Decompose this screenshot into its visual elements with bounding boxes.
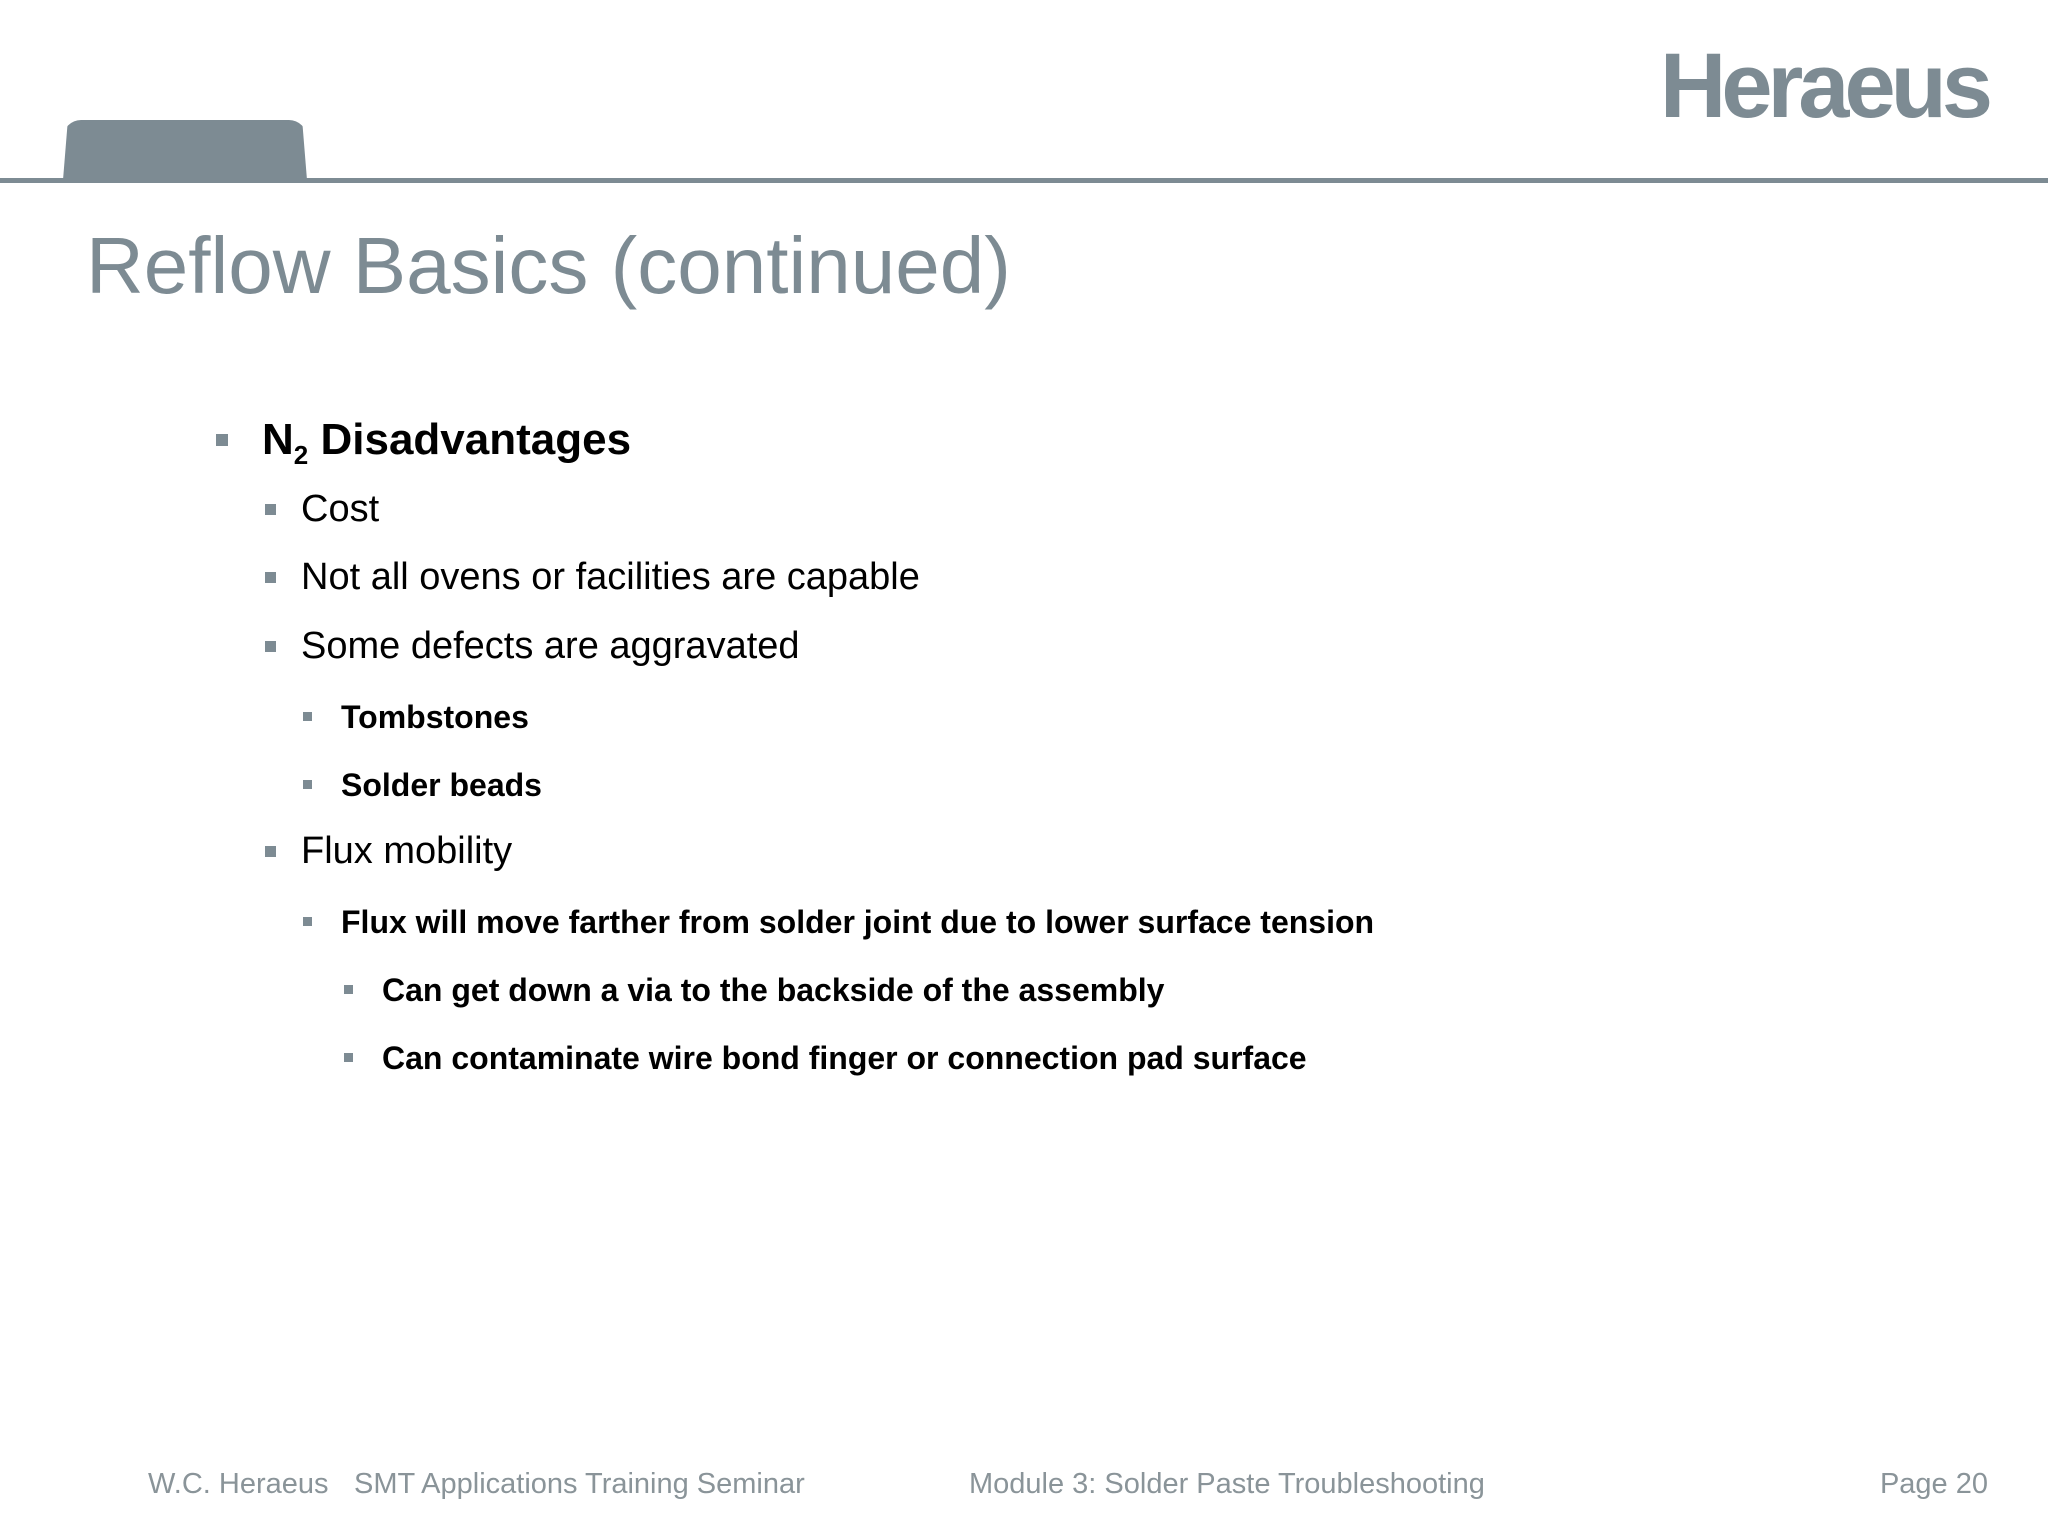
bullet-square-icon — [265, 641, 276, 652]
bullet-cost — [301, 490, 379, 528]
bullet-tombstones — [341, 701, 529, 733]
bullet-not-all-ovens — [301, 558, 920, 596]
bullet-square-icon — [265, 572, 276, 583]
bullet-square-icon — [265, 504, 276, 515]
bullet-text: Can contaminate wire bond finger or connection pad surface — [382, 1040, 1307, 1076]
header-divider-line — [0, 178, 2048, 183]
n2-subscript: 2 — [293, 440, 309, 470]
bullet-square-icon — [303, 780, 312, 789]
bullet-some-defects — [301, 627, 800, 665]
bullet-text: Flux mobility — [301, 830, 513, 872]
bullet-square-icon — [216, 434, 228, 446]
bullet-text: Solder beads — [341, 767, 542, 803]
slide-title: Reflow Basics (continued) — [86, 221, 1011, 310]
bullet-text: Cost — [301, 488, 380, 530]
footer-seminar: SMT Applications Training Seminar — [354, 1468, 805, 1500]
bullet-square-icon — [303, 917, 312, 926]
bullet-square-icon — [265, 846, 276, 857]
bullet-text: Some defects are aggravated — [301, 625, 800, 667]
bullet-square-icon — [303, 712, 312, 721]
bullet-text: Not all ovens or facilities are capable — [301, 556, 920, 598]
bullet-square-icon — [344, 1053, 353, 1062]
bullet-square-icon — [344, 985, 353, 994]
n2-symbol: N — [262, 415, 294, 464]
bullet-text: Flux will move farther from solder joint due to lower surface tension — [341, 904, 1375, 940]
bullet-text: Can get down a via to the backside of the assembly — [382, 972, 1165, 1008]
footer-module: Module 3: Solder Paste Troubleshooting — [969, 1468, 1485, 1500]
header-tab-decoration — [63, 120, 307, 180]
bullet-via-backside — [382, 974, 1164, 1006]
footer-page-number: Page 20 — [1879, 1468, 1988, 1500]
bullet-solder-beads — [341, 769, 542, 801]
bullet-contaminate — [382, 1042, 1307, 1074]
footer-company: W.C. Heraeus — [148, 1468, 329, 1500]
heraeus-logo: Heraeus — [1659, 35, 1988, 137]
bullet-text: Tombstones — [341, 699, 529, 735]
bullet-flux-move — [341, 906, 1374, 938]
bullet-n2-disadvantages — [262, 415, 632, 470]
bullet-flux-mobility — [301, 832, 512, 870]
n2-heading-text: Disadvantages — [308, 415, 632, 464]
